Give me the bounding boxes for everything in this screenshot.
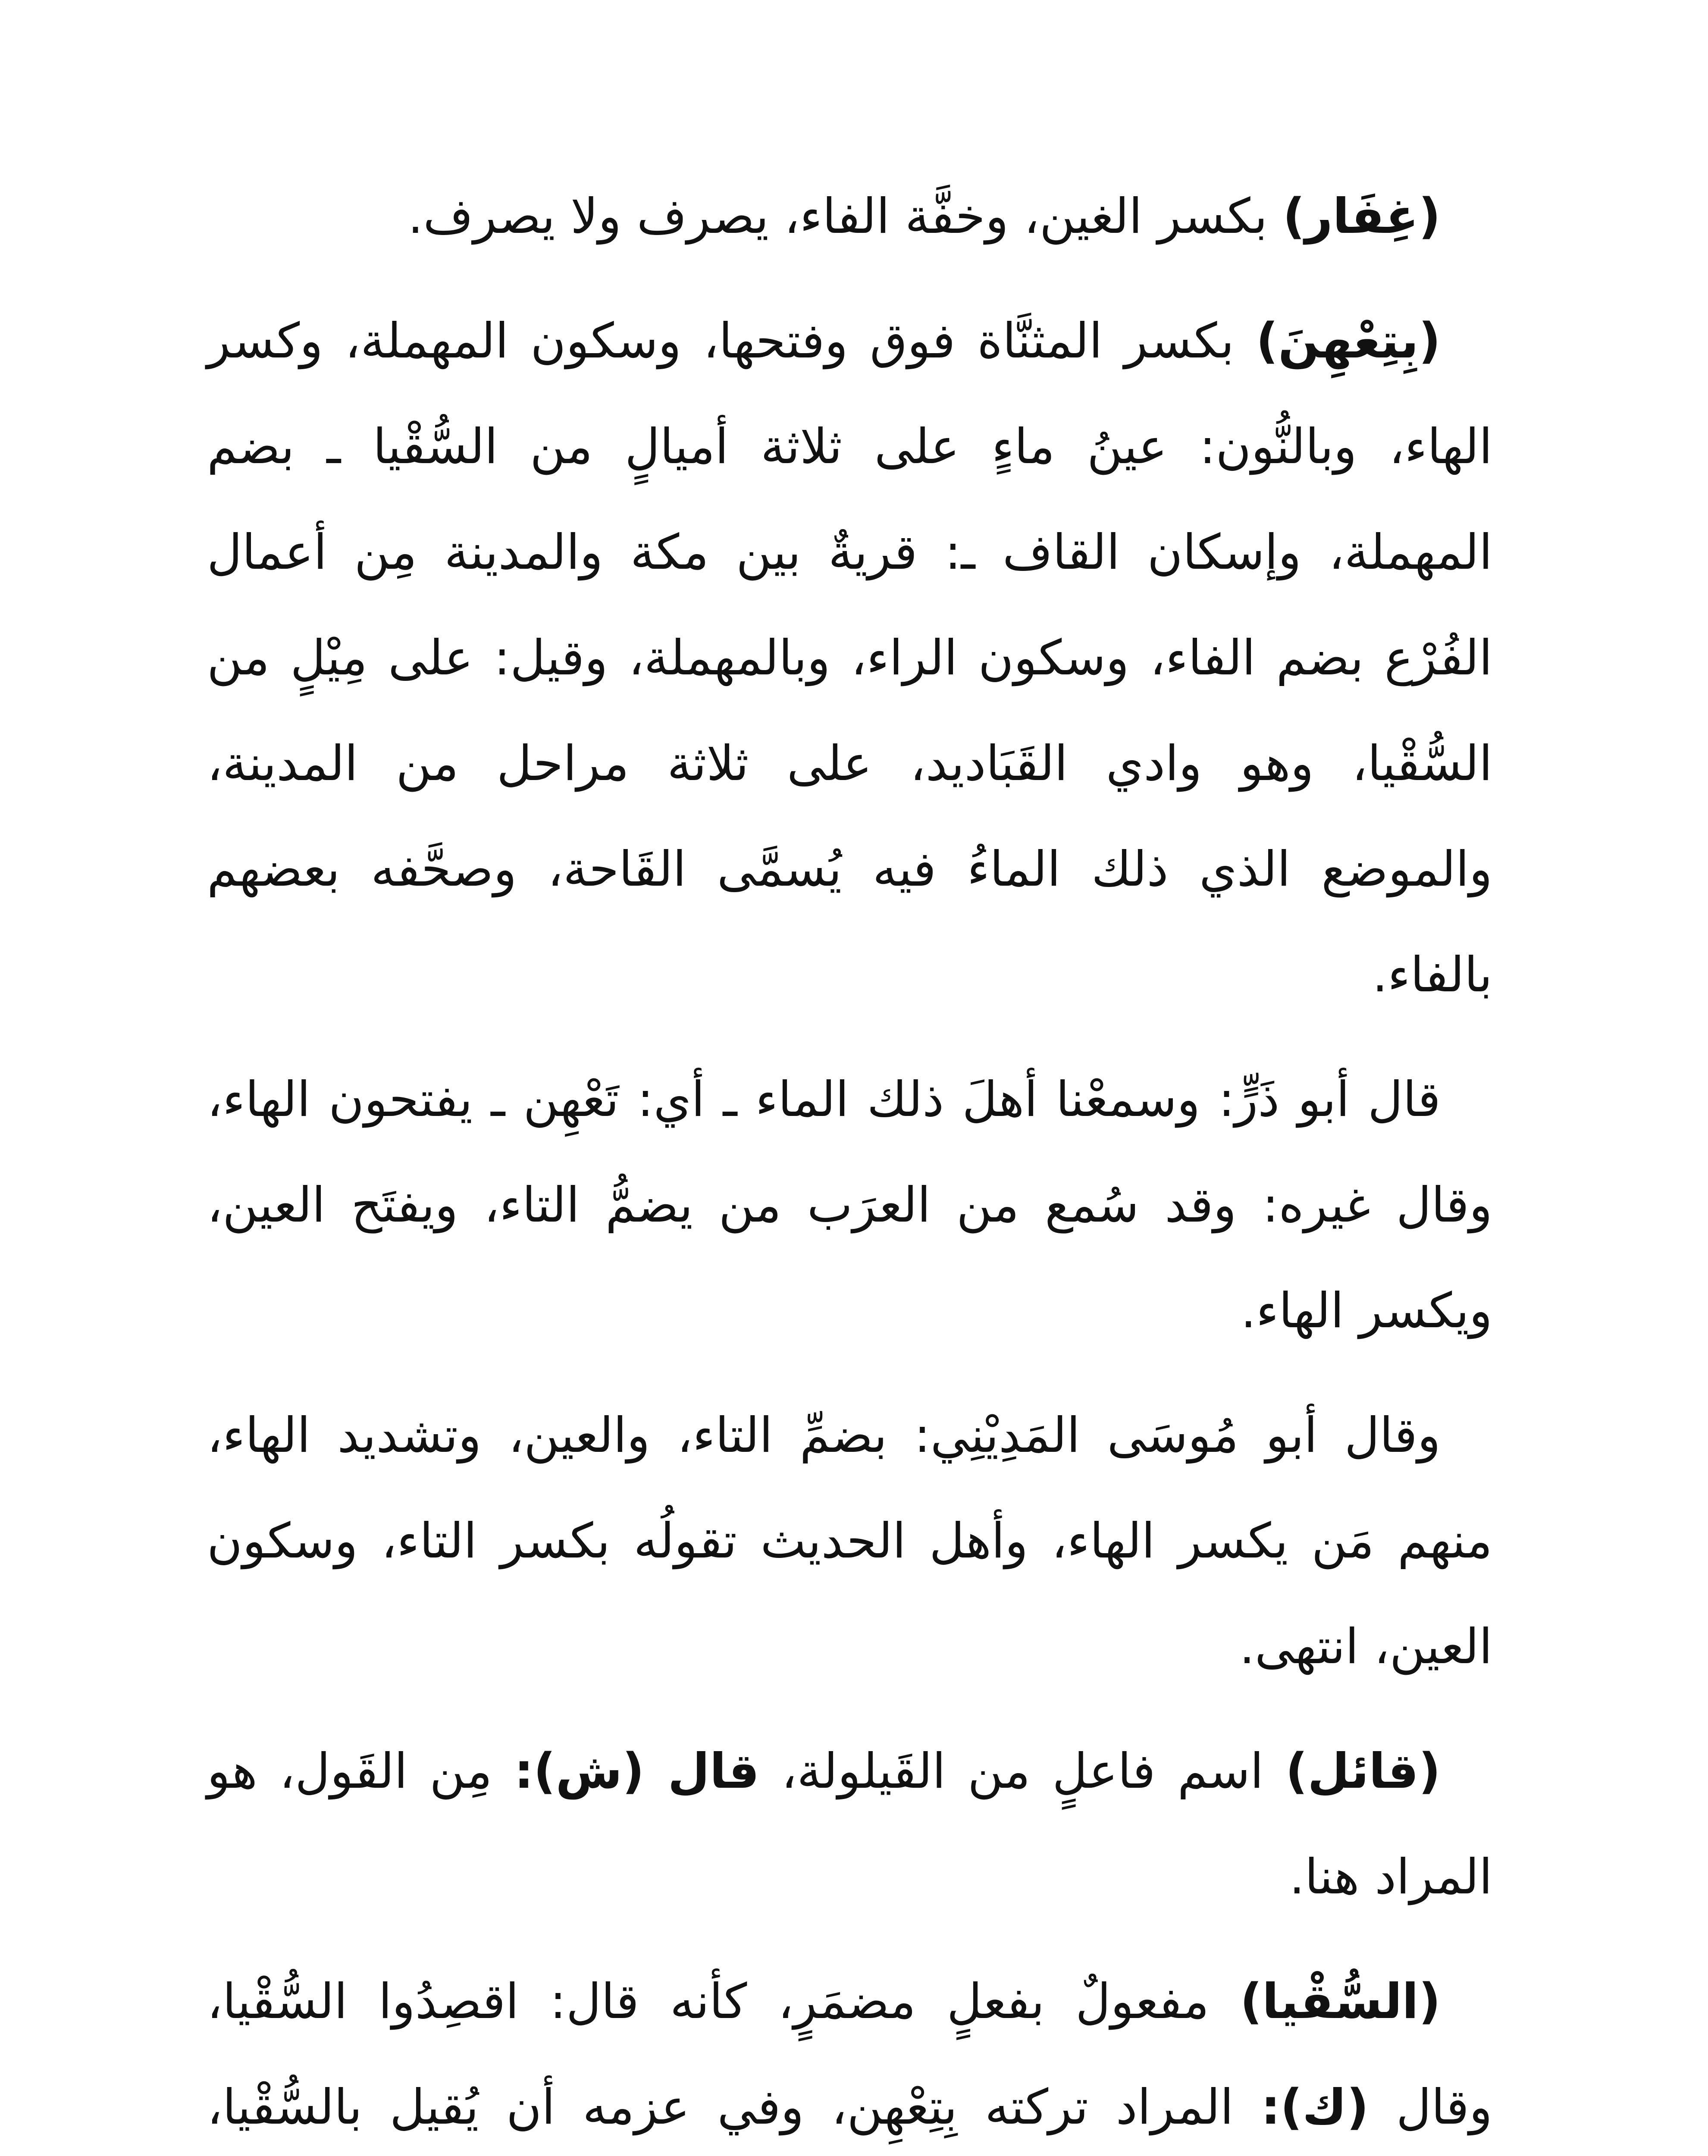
paragraph-5	[207, 1719, 1492, 1930]
paragraph-text: مفعولٌ بفعلٍ مضمَرٍ، كأنه قال: اقصِدُوا السُّقْيا، وقال	[207, 1974, 1492, 2135]
entry-headword: (قائل)	[1285, 1743, 1441, 1799]
entry-headword: (غِفَار)	[1282, 188, 1441, 244]
commentator-tag: قال (ش):	[514, 1743, 760, 1799]
commentator-tag: (ك):	[1261, 2079, 1369, 2135]
paragraph-text: وقال أبو مُوسَى المَدِيْنِي: بضمِّ التاء، والعين، وتشديد الهاء، منهم مَن يكسر الهاء، وأهل الحديث تقولُه بكسر التاء، وسكون العين، انتهى.	[207, 1407, 1492, 1675]
main-text	[207, 164, 1492, 2156]
paragraph-text: بكسر الغين، وخفَّة الفاء، يصرف ولا يصرف.	[407, 188, 1283, 244]
paragraph-text: قال أبو ذَرٍّ: وسمعْنا أهلَ ذلك الماء ـ أي: تَعْهِن ـ يفتحون الهاء، وقال غيره: وقد سُمع من العرَب من يضمُّ التاء، ويفتَح العين، ويكسر الهاء.	[207, 1072, 1492, 1339]
paragraph-4	[207, 1383, 1492, 1700]
paragraph-text: بكسر المثنَّاة فوق وفتحها، وسكون المهملة، وكسر الهاء، وبالنُّون: عينُ ماءٍ على ثلاثة أميالٍ من السُّقْيا ـ بضم المهملة، وإسكان القاف ـ: قريةٌ بين مكة والمدينة مِن أعمال الفُرْع بضم الفاء، وسكون الراء، وبالمهملة، وقيل: على مِيْلٍ من السُّقْيا، وهو وادي القَبَاديد، على ثلاثة مراحل من المدينة، والموضع الذي ذلك الماءُ فيه يُسمَّى القَاحة، وصحَّفه بعضهم بالفاء.	[207, 313, 1492, 1003]
paragraph-text: مِن القَول، هو المراد هنا.	[207, 1743, 1492, 1905]
paragraph-text: اسم فاعلٍ من القَيلولة،	[759, 1743, 1286, 1799]
paragraph-2	[207, 288, 1492, 1028]
paragraph-3	[207, 1047, 1492, 1364]
paragraph-6	[207, 1949, 1492, 2156]
entry-headword: (السُّقْيا)	[1240, 1974, 1441, 2030]
entry-headword: (بِتِعْهِنَ)	[1256, 313, 1441, 369]
paragraph-text: المراد تركته بِتِعْهِن، وفي عزمه أن يُقيل بالسُّقْيا،	[207, 2079, 1234, 2135]
paragraph-1	[207, 164, 1492, 270]
